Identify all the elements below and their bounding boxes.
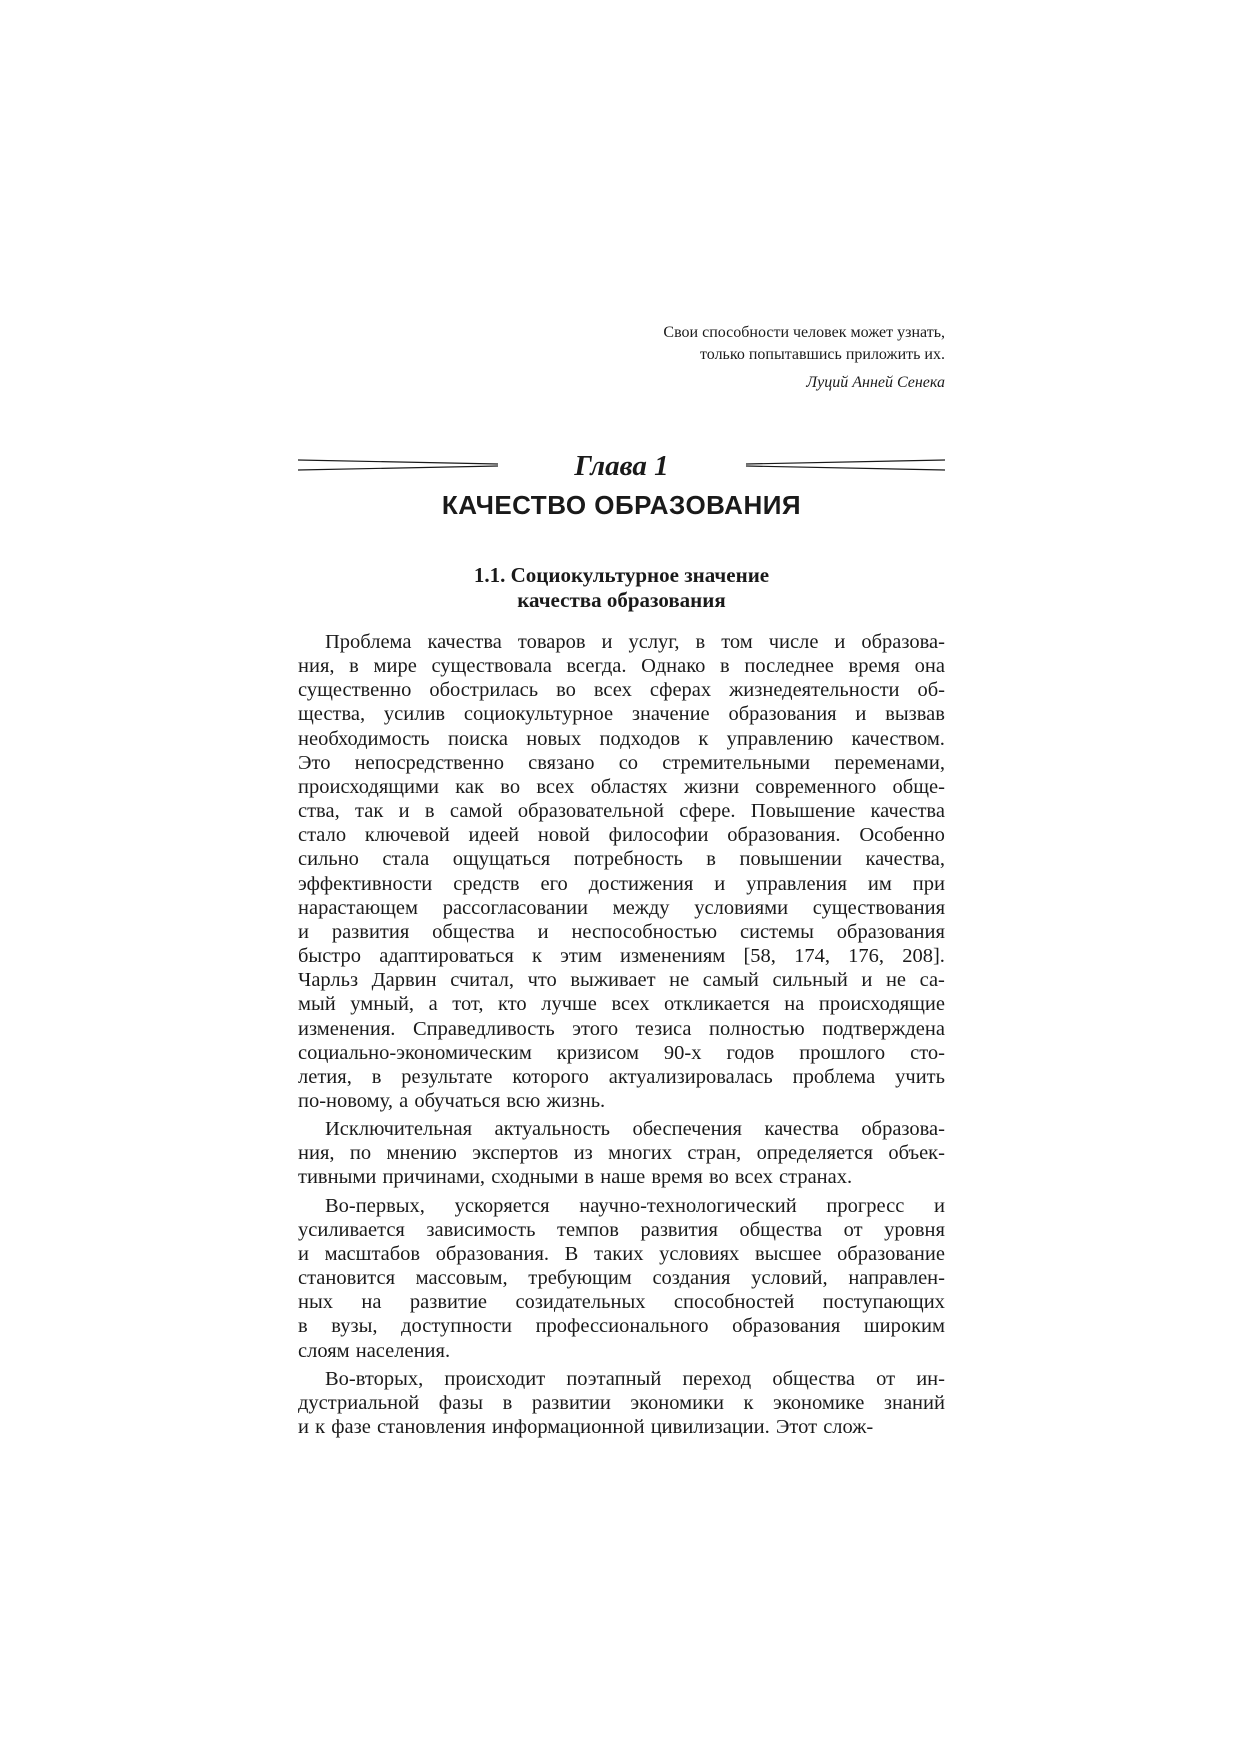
paragraph [298, 1194, 945, 1363]
text-line: тивными причинами, сходными в наше время во всех странах. [298, 1166, 853, 1189]
text-line: необходимость поиска новых подходов к управлению качеством. [298, 727, 945, 750]
text-line: стало ключевой идеей новой философии образования. Особенно [298, 824, 945, 847]
text-line: ния, в мире существовала всегда. Однако в последнее время она [298, 655, 945, 678]
text-line: Чарльз Дарвин считал, что выживает не самый сильный и не са- [298, 969, 945, 992]
text-line: Исключительная актуальность обеспечения качества образова- [325, 1118, 945, 1141]
text-line: и развития общества и неспособностью системы образования [298, 920, 945, 943]
text-line: и к фазе становления информационной цивилизации. Этот слож- [298, 1416, 874, 1438]
text-line: социально-экономическим кризисом 90-х годов прошлого сто- [298, 1041, 945, 1064]
text-line: быстро адаптироваться к этим изменениям [58, 174, 176, 208]. [298, 945, 945, 968]
text-line: летия, в результате которого актуализировалась проблема учить [298, 1065, 945, 1088]
section-title-line-2: качества образования [517, 588, 726, 612]
chapter-title: КАЧЕСТВО ОБРАЗОВАНИЯ [441, 490, 802, 520]
paragraph [298, 1117, 945, 1189]
text-line: изменения. Справедливость этого тезиса полностью подтверждена [298, 1017, 945, 1040]
epigraph-line-1: Свои способности человек может узнать, [663, 324, 945, 341]
body-text [298, 630, 945, 1443]
paragraph [298, 630, 945, 1113]
text-line: дустриальной фазы в развитии экономики к экономике знаний [298, 1391, 945, 1414]
paragraph [298, 1367, 945, 1439]
epigraph-line-2: только попытавшись приложить их. [700, 346, 945, 363]
text-line: Это непосредственно связано со стремительными переменами, [298, 751, 945, 774]
text-line: эффективности средств его достижения и управления им при [298, 872, 945, 895]
text-line: Проблема качества товаров и услуг, в том числе и образова- [325, 631, 945, 653]
text-line: Во-первых, ускоряется научно-технологический прогресс и [325, 1194, 945, 1217]
chapter-label: Глава 1 [574, 450, 669, 482]
chapter-heading [298, 448, 945, 484]
text-line: Во-вторых, происходит поэтапный переход общества от ин- [325, 1367, 945, 1390]
text-line: и масштабов образования. В таких условиях высшее образование [298, 1242, 945, 1265]
text-line: становится массовым, требующим создания условий, направлен- [298, 1267, 945, 1290]
text-line: ства, так и в самой образовательной сфере. Повышение качества [298, 800, 945, 823]
text-line: усиливается зависимость темпов развития общества от уровня [298, 1218, 945, 1241]
section-title [298, 563, 945, 613]
text-line: ния, по мнению экспертов из многих стран, определяется объек- [298, 1142, 945, 1165]
text-line: нарастающем рассогласовании между условиями существования [298, 896, 945, 919]
text-line: сильно стала ощущаться потребность в повышении качества, [298, 848, 945, 871]
text-line: происходящими как во всех областях жизни современного обще- [298, 775, 945, 798]
text-line: ных на развитие созидательных способностей поступающих [298, 1291, 945, 1314]
text-line: щества, усилив социокультурное значение образования и вызвав [298, 703, 945, 726]
text-line: существенно обострилась во всех сферах жизнедеятельности об- [298, 679, 945, 702]
epigraph [560, 322, 945, 394]
text-line: слоям населения. [298, 1339, 451, 1362]
epigraph-author: Луций Анней Сенека [806, 374, 945, 391]
text-line: по-новому, а обучаться всю жизнь. [298, 1089, 606, 1112]
section-title-line-1: 1.1. Социокультурное значение [473, 563, 770, 587]
text-line: в вузы, доступности профессионального образования широким [298, 1315, 945, 1338]
text-line: мый умный, а тот, кто лучше всех откликается на происходящие [298, 993, 945, 1016]
